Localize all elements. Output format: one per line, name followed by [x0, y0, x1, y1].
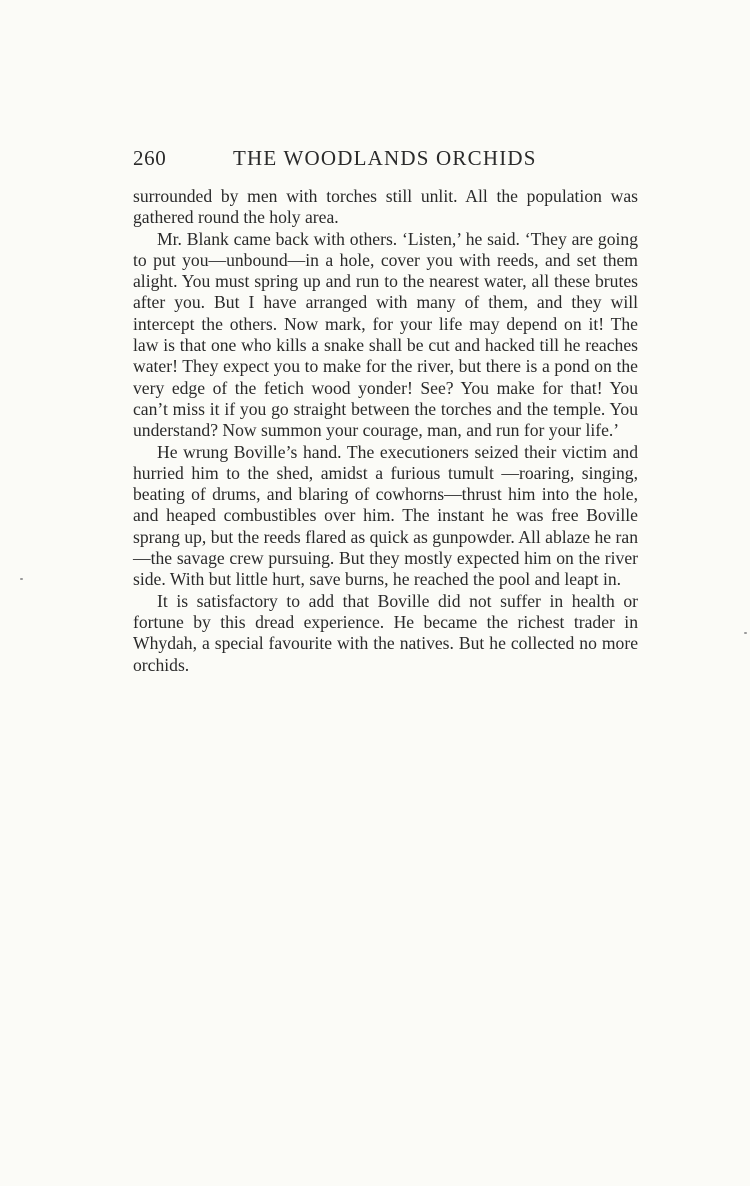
paper-speck: [744, 632, 747, 634]
running-title: THE WOODLANDS ORCHIDS: [233, 146, 537, 170]
paragraph-continuation: surrounded by men with torches still unlit. All the population was gathered round the holy area.: [133, 186, 638, 228]
paragraph-conclusion: It is satisfactory to add that Boville did not suffer in health or fortune by this dread experience. He became the richest trader in Whydah, a special favourite with the natives. But he collected no more orchids.: [133, 590, 638, 675]
paragraph-blank-speech: Mr. Blank came back with others. ‘Listen,’ he said. ‘They are going to put you—unbound—in a hole, cover you with reeds, and set them alight. You must spring up and run to the nearest water, all these brutes after you. But I have arranged with many of them, and they will intercept the others. Now mark, for your life may depend on it! The law is that one who kills a snake shall be cut and hacked till he reaches water! They expect you to make for the river, but there is a pond on the very edge of the fetich wood yonder! See? You make for that! You can’t miss it if you go straight between the torches and the temple. You understand? Now summon your courage, man, and run for your life.’: [133, 228, 638, 441]
paper-speck: [20, 578, 23, 580]
page-number: 260: [133, 146, 167, 170]
running-head: [133, 146, 638, 176]
paragraph-escape: He wrung Boville’s hand. The executioners seized their victim and hurried him to the shed, amidst a furious tumult —roaring, singing, beating of drums, and blaring of cowhorns—thrust him into the hole, and heaped combustibles over him. The instant he was free Boville sprang up, but the reeds flared as quick as gunpowder. All ablaze he ran—the savage crew pursuing. But they mostly expected him on the river side. With but little hurt, save burns, he reached the pool and leapt in.: [133, 441, 638, 590]
body-text: [133, 186, 638, 676]
